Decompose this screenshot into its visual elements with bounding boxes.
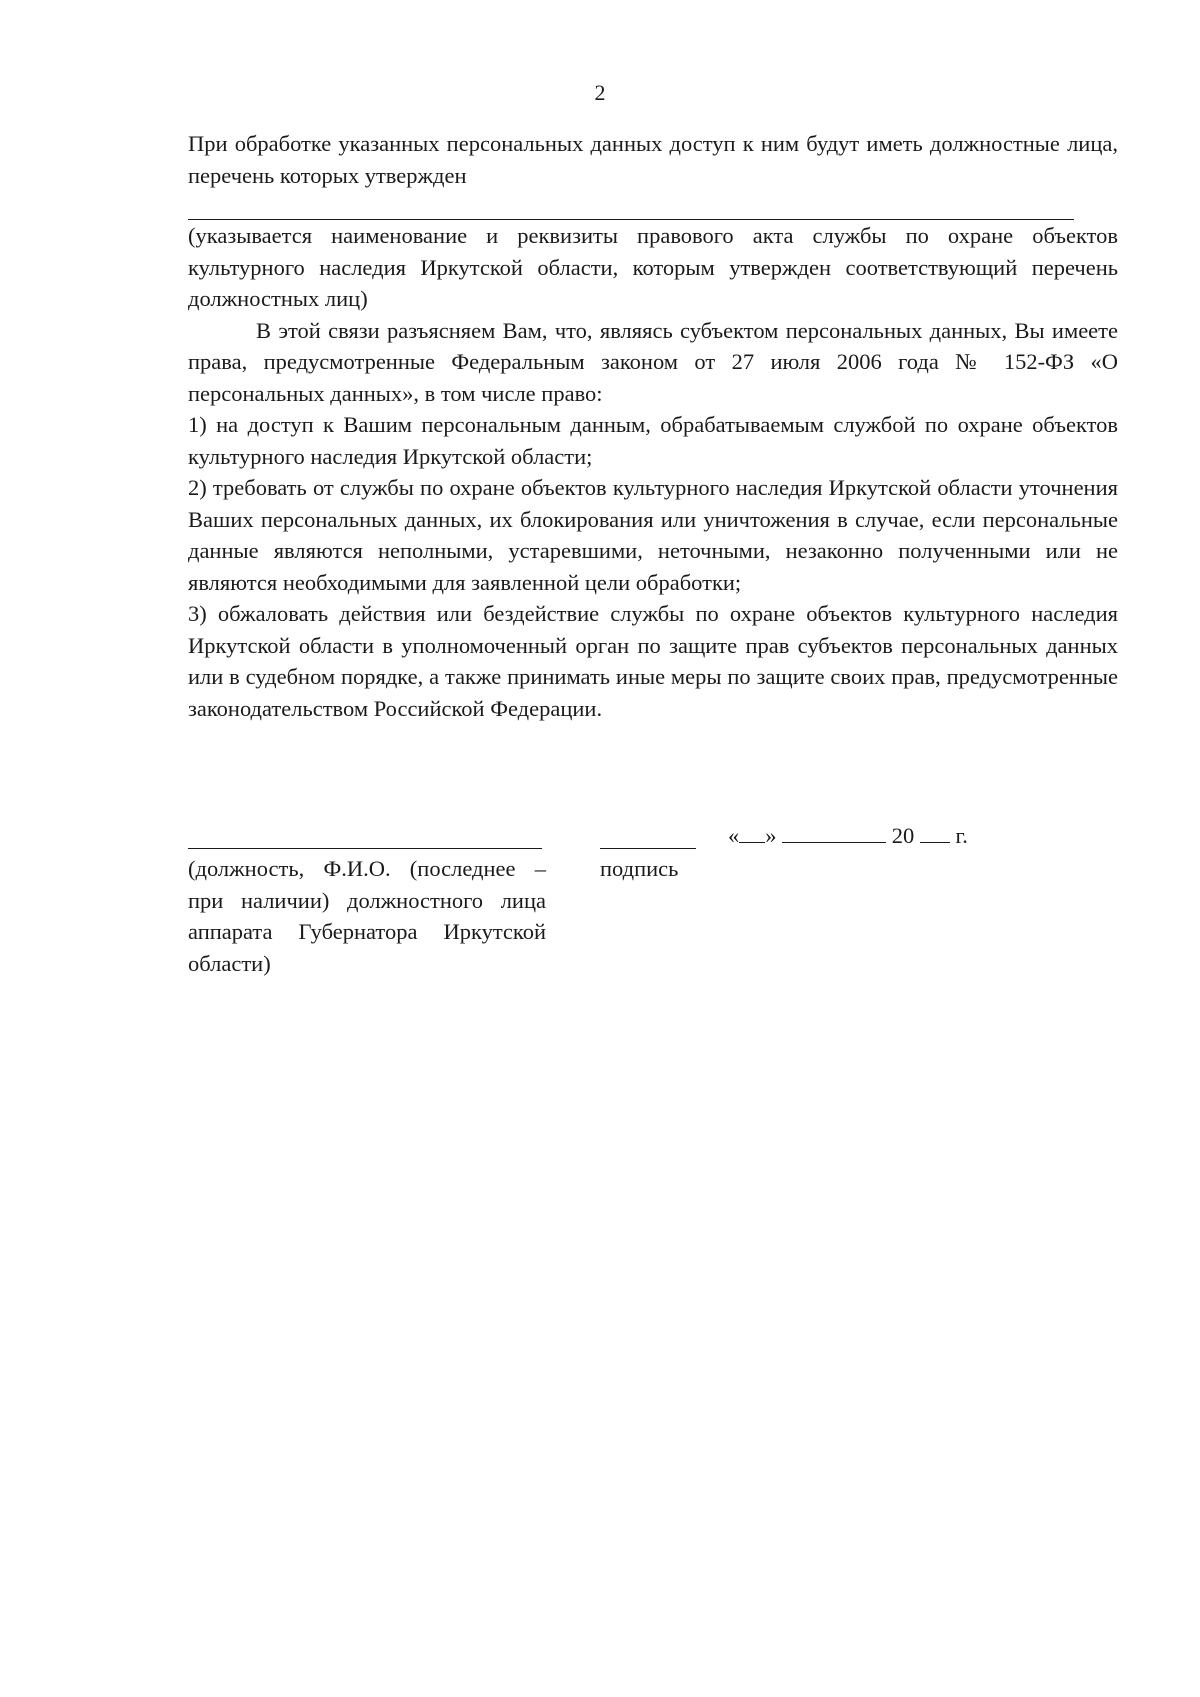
signature-caption: подпись xyxy=(600,856,679,881)
legal-act-fill-line xyxy=(188,191,1074,220)
document-body xyxy=(188,128,1118,724)
page-number: 2 xyxy=(594,80,606,105)
official-name-field xyxy=(188,820,546,979)
right-item-1: 1) на доступ к Вашим персональным данным, обрабатываемым службой по охране объектов культурного наследия Иркутской области; xyxy=(188,412,1118,469)
date-field xyxy=(728,820,1118,852)
rights-intro-paragraph: В этой связи разъясняем Вам, что, являясь субъектом персональных данных, Вы имеете права, предусмотренные Федеральным законом от 27 июля 2006 года № 152-ФЗ «О персональных данных», в том числе право: xyxy=(188,317,1118,406)
official-name-caption: (должность, Ф.И.О. (последнее – при наличии) должностного лица аппарата Губернатора Иркутской области) xyxy=(188,856,546,976)
date-day-blank xyxy=(739,820,765,843)
signature-line xyxy=(600,820,696,849)
official-name-line xyxy=(188,820,542,849)
signature-field xyxy=(600,820,700,885)
date-close-quote: » xyxy=(765,823,777,848)
legal-act-hint: (указывается наименование и реквизиты правового акта службы по охране объектов культурного наследия Иркутской области, которым утвержден соответствующий перечень должностных лиц) xyxy=(188,223,1118,311)
date-suffix: г. xyxy=(955,823,968,848)
date-century: 20 xyxy=(891,823,915,848)
right-item-3: 3) обжаловать действия или бездействие службы по охране объектов культурного наследия Иркутской области в уполномоченный орган по защите прав субъектов персональных данных или в судебном порядке, а также принимать иные меры по защите своих прав, предусмотренные законодательством Российской Федерации. xyxy=(188,601,1118,721)
right-item-2: 2) требовать от службы по охране объектов культурного наследия Иркутской области уточнения Ваших персональных данных, их блокирования или уничтожения в случае, если персональные данные являются неполными, устаревшими, неточными, незаконно полученными или не являются необходимыми для заявленной цели обработки; xyxy=(188,475,1118,595)
access-paragraph: При обработке указанных персональных данных доступ к ним будут иметь должностные лица, перечень которых утвержден xyxy=(188,131,1118,188)
date-month-blank xyxy=(782,820,886,843)
date-year-blank xyxy=(920,820,950,843)
date-open-quote: « xyxy=(728,823,740,848)
